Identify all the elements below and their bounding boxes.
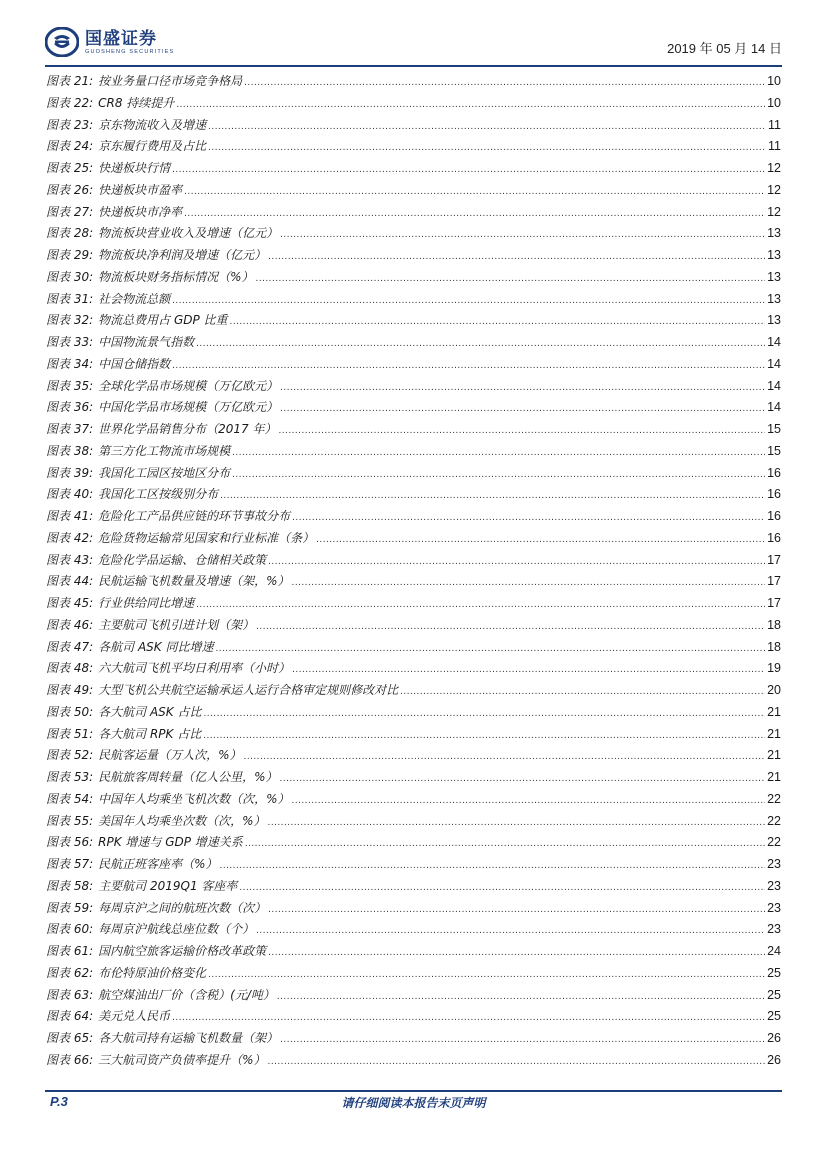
toc-entry-title: 物流板块营业收入及增速（亿元） [98,226,279,241]
toc-entry-label: 图表 21: [46,74,94,88]
toc-entry[interactable] [46,985,781,1007]
toc-entry-page: 26 [767,1031,781,1045]
toc-entry-page: 15 [767,443,781,458]
toc-entry-label: 图表 33: [46,335,94,349]
toc-entry[interactable] [46,441,781,463]
toc-entry-page: 17 [767,596,781,610]
toc-entry-title: 第三方化工物流市场规模 [98,443,231,458]
toc-leader-dots [208,116,766,138]
toc-entry-label: 图表 62: [46,965,94,980]
toc-entry-page: 16 [767,509,781,523]
toc-leader-dots [230,311,766,333]
toc-entry-label: 图表 60: [46,922,94,937]
toc-entry-label: 图表 26: [46,182,94,197]
toc-entry-label: 图表 45: [46,596,94,610]
toc-entry[interactable] [46,71,781,93]
toc-entry[interactable] [46,289,781,311]
toc-leader-dots [268,942,765,964]
toc-entry-label: 图表 25: [46,161,94,175]
toc-entry[interactable] [46,1050,781,1072]
toc-entry-title: 快递板块市盈率 [98,182,183,197]
toc-leader-dots [280,398,765,420]
toc-entry-label: 图表 63: [46,987,94,1002]
toc-entry-title: 每周京沪航线总座位数（个） [98,922,255,937]
toc-entry-label: 图表 44: [46,574,94,589]
toc-leader-dots [232,442,765,464]
toc-entry[interactable] [46,419,781,441]
toc-entry[interactable] [46,593,781,615]
toc-entry-title: 快递板块行情 [98,161,171,175]
toc-entry-label: 图表 50: [46,704,94,719]
toc-entry-page: 17 [767,574,781,589]
toc-entry-title: 我国化工园区按地区分布 [98,465,231,480]
toc-entry-label: 图表 53: [46,770,94,784]
toc-leader-dots [208,137,766,159]
toc-entry-title: 主要航司飞机引进计划（架） [98,617,255,632]
toc-entry[interactable] [46,702,781,724]
toc-entry-page: 21 [767,770,781,784]
toc-entry-title: 社会物流总额 [98,291,171,306]
toc-entry-page: 13 [767,313,781,328]
toc-leader-dots [277,986,765,1008]
toc-entry-title: 京东物流收入及增速 [98,117,207,132]
page-footer [45,1094,782,1114]
header-divider [45,65,782,67]
toc-leader-dots [292,572,766,594]
toc-entry-title: 按业务量口径市场竞争格局 [98,74,243,88]
toc-entry-title: 物流总费用占 GDP 比重 [98,313,228,328]
toc-entry-title: 危险货物运输常见国家和行业标准（条） [98,530,315,545]
toc-leader-dots [268,899,765,921]
toc-leader-dots [172,159,765,181]
company-name-en: GUOSHENG SECURITIES [85,48,175,55]
toc-entry-label: 图表 59: [46,900,94,915]
toc-entry[interactable] [46,963,781,985]
toc-entry-label: 图表 41: [46,509,94,523]
toc-leader-dots [280,1029,765,1051]
toc-entry-page: 11 [768,139,781,154]
toc-entry-page: 23 [767,857,781,871]
toc-entry[interactable] [46,789,781,811]
toc-entry[interactable] [46,397,781,419]
toc-entry[interactable] [46,658,781,680]
company-logo [45,27,174,57]
page-header [45,24,782,64]
toc-leader-dots [244,72,765,94]
report-date: 2019 年 05 月 14 日 [667,41,782,56]
toc-entry-label: 图表 23: [46,117,94,132]
toc-entry-title: 六大航司飞机平均日利用率（小时） [98,661,291,676]
toc-leader-dots [239,877,765,899]
toc-entry-label: 图表 37: [46,422,94,436]
toc-entry-page: 11 [768,117,781,132]
toc-leader-dots [203,725,765,747]
toc-entry-page: 12 [767,161,781,175]
toc-entry-page: 14 [767,335,781,349]
toc-entry-label: 图表 32: [46,313,94,328]
toc-entry[interactable] [46,680,781,702]
toc-entry[interactable] [46,1028,781,1050]
toc-entry[interactable] [46,484,781,506]
toc-entry-page: 23 [767,900,781,915]
toc-entry-page: 14 [767,378,781,393]
toc-entry[interactable] [46,528,781,550]
toc-entry[interactable] [46,811,781,833]
toc-entry-label: 图表 35: [46,378,94,393]
toc-entry[interactable] [46,724,781,746]
toc-leader-dots [268,812,766,834]
toc-entry-title: 快递板块市净率 [98,204,183,219]
toc-entry-label: 图表 55: [46,813,94,828]
toc-entry-title: 美国年人均乘坐次数（次，%） [98,813,266,828]
toc-entry-label: 图表 47: [46,639,94,654]
toc-entry[interactable] [46,267,781,289]
toc-entry-title: 布伦特原油价格变化 [98,965,207,980]
toc-entry[interactable] [46,354,781,376]
toc-entry-label: 图表 58: [46,878,94,893]
toc-entry[interactable] [46,615,781,637]
guosheng-logo-icon [45,27,79,57]
toc-leader-dots [316,529,765,551]
toc-entry-page: 14 [767,400,781,415]
toc-entry-title: 主要航司 2019Q1 客座率 [98,878,238,893]
toc-entry-title: RPK 增速与 GDP 增速关系 [98,835,243,850]
toc-entry-label: 图表 52: [46,748,94,763]
toc-entry-page: 18 [767,617,781,632]
toc-entry[interactable] [46,745,781,767]
toc-entry-label: 图表 54: [46,791,94,806]
company-name-cn: 国盛证券 [85,28,157,49]
toc-entry-page: 17 [767,552,781,567]
toc-entry-page: 22 [767,835,781,850]
toc-entry-page: 26 [767,1052,781,1067]
toc-leader-dots [172,290,765,312]
toc-leader-dots [244,746,766,768]
toc-entry-page: 10 [767,95,781,110]
toc-entry-label: 图表 43: [46,552,94,567]
toc-entry[interactable] [46,115,781,137]
toc-entry-title: 大型飞机公共航空运输承运人运行合格审定规则修改对比 [98,683,399,697]
toc-entry[interactable] [46,898,781,920]
toc-entry[interactable] [46,158,781,180]
toc-leader-dots [268,1051,766,1073]
toc-entry-page: 10 [767,74,781,88]
toc-entry-title: 国内航空旅客运输价格改革政策 [98,944,267,958]
toc-entry[interactable] [46,376,781,398]
toc-entry-page: 18 [767,639,781,654]
toc-entry-page: 13 [767,248,781,262]
toc-entry[interactable] [46,506,781,528]
toc-leader-dots [280,224,765,246]
toc-leader-dots [256,616,765,638]
toc-entry[interactable] [46,332,781,354]
toc-entry[interactable] [46,202,781,224]
toc-entry-title: 京东履行费用及占比 [98,139,207,154]
toc-entry-title: 民航正班客座率（%） [98,857,218,871]
footer-divider [45,1090,782,1092]
toc-entry-title: CR8 持续提升 [98,95,175,110]
toc-entry-title: 物流板块净利润及增速（亿元） [98,248,267,262]
toc-leader-dots [256,920,765,942]
toc-entry-page: 22 [767,813,781,828]
toc-entry-page: 12 [767,204,781,219]
toc-leader-dots [176,94,765,116]
toc-entry-label: 图表 48: [46,661,94,676]
toc-entry-page: 13 [767,226,781,241]
toc-entry-page: 13 [767,269,781,284]
toc-entry-title: 各大航司持有运输飞机数量（架） [98,1031,279,1045]
toc-entry-label: 图表 65: [46,1031,94,1045]
toc-entry-label: 图表 56: [46,835,94,850]
toc-entry-title: 行业供给同比增速 [98,596,195,610]
toc-entry-label: 图表 36: [46,400,94,415]
toc-entry-title: 我国化工区按级别分布 [98,487,219,502]
toc-entry-label: 图表 42: [46,530,94,545]
toc-entry-page: 16 [767,530,781,545]
toc-leader-dots [208,964,765,986]
toc-entry-label: 图表 24: [46,139,94,154]
toc-entry-label: 图表 51: [46,726,94,741]
toc-leader-dots [220,855,766,877]
toc-entry-page: 20 [767,683,781,697]
toc-leader-dots [292,790,766,812]
toc-leader-dots [292,507,765,529]
toc-leader-dots [184,203,765,225]
toc-leader-dots [220,485,765,507]
toc-entry-title: 全球化学品市场规模（万亿欧元） [98,378,279,393]
toc-entry[interactable] [46,136,781,158]
toc-entry-title: 民航客运量（万人次，%） [98,748,242,763]
toc-leader-dots [245,833,765,855]
toc-entry[interactable] [46,854,781,876]
toc-leader-dots [279,420,766,442]
toc-entry-title: 中国化学品市场规模（万亿欧元） [98,400,279,415]
toc-leader-dots [184,181,765,203]
toc-entry-title: 民航运输飞机数量及增速（架，%） [98,574,290,589]
toc-entry-page: 21 [767,726,781,741]
toc-entry-label: 图表 30: [46,269,94,284]
toc-entry-title: 各航司 ASK 同比增速 [98,639,214,654]
page-number: P.3 [50,1094,68,1109]
toc-entry-title: 民航旅客周转量（亿人公里，%） [98,770,278,784]
toc-entry-page: 16 [767,487,781,502]
toc-entry-label: 图表 31: [46,291,94,306]
toc-leader-dots [232,464,765,486]
toc-entry[interactable] [46,919,781,941]
toc-entry-title: 各大航司 ASK 占比 [98,704,202,719]
toc-leader-dots [400,681,765,703]
toc-leader-dots [196,594,765,616]
toc-entry-label: 图表 46: [46,617,94,632]
toc-entry-label: 图表 66: [46,1052,94,1067]
toc-leader-dots [172,1007,765,1029]
toc-entry-page: 21 [767,704,781,719]
toc-entry[interactable] [46,876,781,898]
toc-entry-title: 每周京沪之间的航班次数（次） [98,900,267,915]
toc-entry-page: 25 [767,1009,781,1024]
toc-entry[interactable] [46,637,781,659]
toc-entry-page: 19 [767,661,781,676]
toc-entry-page: 24 [767,944,781,958]
toc-entry[interactable] [46,310,781,332]
toc-entry-label: 图表 38: [46,443,94,458]
disclaimer-text: 请仔细阅读本报告末页声明 [341,1096,486,1110]
toc-leader-dots [196,333,765,355]
toc-entry-label: 图表 64: [46,1009,94,1024]
toc-entry-label: 图表 39: [46,465,94,480]
toc-leader-dots [172,355,765,377]
toc-leader-dots [292,659,765,681]
toc-entry-title: 美元兑人民币 [98,1009,171,1024]
toc-leader-dots [268,551,765,573]
toc-leader-dots [280,377,765,399]
toc-entry-title: 三大航司资产负债率提升（%） [98,1052,266,1067]
toc-entry-page: 16 [767,465,781,480]
toc-entry-label: 图表 57: [46,857,94,871]
toc-entry-page: 22 [767,791,781,806]
toc-entry-title: 航空煤油出厂价（含税）(元/吨） [98,987,275,1002]
toc-entry[interactable] [46,767,781,789]
toc-leader-dots [280,768,766,790]
toc-entry-page: 15 [767,422,781,436]
toc-entry-label: 图表 28: [46,226,94,241]
toc-entry[interactable] [46,180,781,202]
toc-entry-label: 图表 61: [46,944,94,958]
toc-entry-label: 图表 22: [46,95,94,110]
toc-entry-page: 14 [767,356,781,371]
toc-entry-label: 图表 40: [46,487,94,502]
toc-entry[interactable] [46,941,781,963]
toc-entry-title: 各大航司 RPK 占比 [98,726,202,741]
toc-entry-title: 中国仓储指数 [98,356,171,371]
toc-entry-title: 中国物流景气指数 [98,335,195,349]
toc-entry[interactable] [46,571,781,593]
toc-leader-dots [215,638,765,660]
toc-entry[interactable] [46,550,781,572]
toc-entry-page: 21 [767,748,781,763]
toc-entry-page: 25 [767,965,781,980]
toc-entry-label: 图表 34: [46,356,94,371]
toc-entry-page: 25 [767,987,781,1002]
toc-entry[interactable] [46,223,781,245]
toc-entry-page: 23 [767,878,781,893]
toc-entry-page: 13 [767,291,781,306]
toc-entry[interactable] [46,93,781,115]
toc-entry-page: 23 [767,922,781,937]
toc-leader-dots [268,246,765,268]
toc-entry-title: 世界化学品销售分布（2017 年） [98,422,277,436]
toc-entry[interactable] [46,1006,781,1028]
toc-leader-dots [256,268,766,290]
toc-entry-title: 危险化工产品供应链的环节事故分布 [98,509,291,523]
toc-entry[interactable] [46,463,781,485]
toc-entry-title: 危险化学品运输、仓储相关政策 [98,552,267,567]
toc-entry[interactable] [46,245,781,267]
toc-entry-label: 图表 29: [46,248,94,262]
toc-entry-label: 图表 27: [46,204,94,219]
toc-entry-title: 物流板块财务指标情况（%） [98,269,254,284]
toc-entry-label: 图表 49: [46,683,94,697]
toc-entry[interactable] [46,832,781,854]
toc-entry-page: 12 [767,182,781,197]
table-of-figures [46,71,781,1072]
toc-leader-dots [203,703,765,725]
toc-entry-title: 中国年人均乘坐飞机次数（次，%） [98,791,290,806]
